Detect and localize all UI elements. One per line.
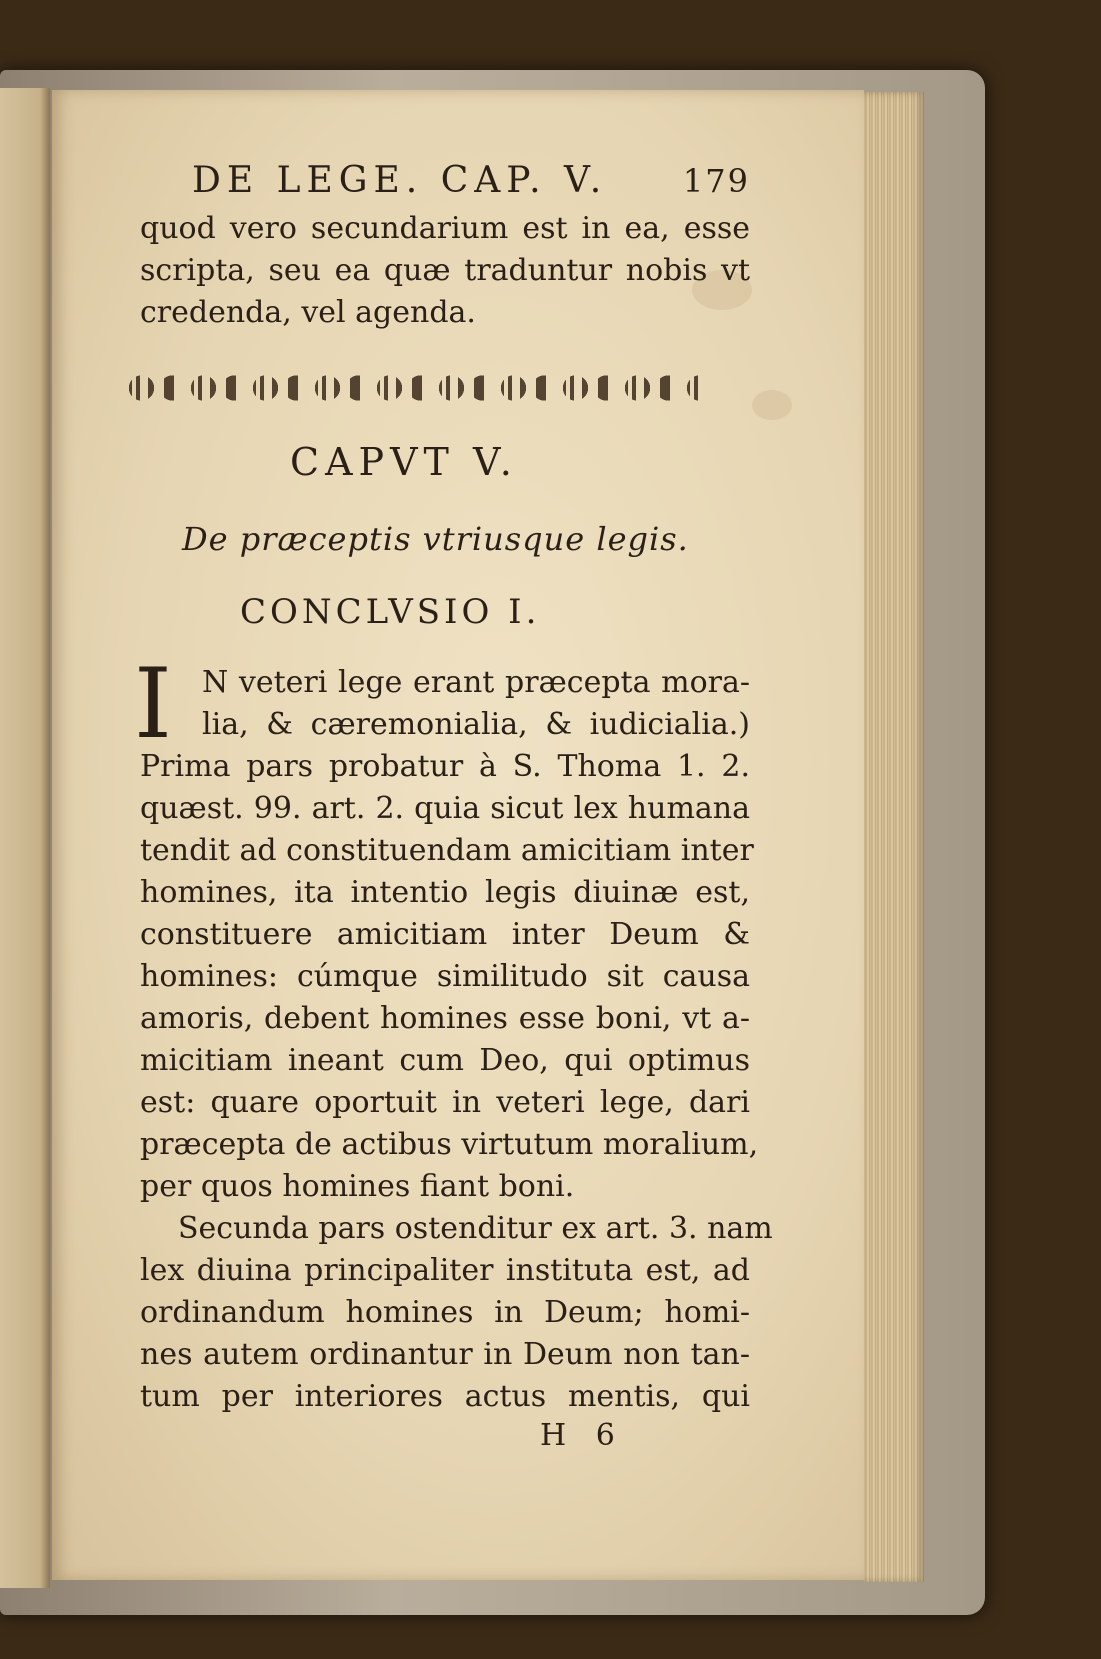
text-line: nes autem ordinantur in Deum non tan- — [140, 1337, 750, 1372]
signature-mark-text: H 6 — [540, 1418, 625, 1453]
text-line: ordinandum homines in Deum; homi- — [140, 1295, 750, 1330]
text-line: homines, ita intentio legis diuinæ est, — [140, 875, 750, 910]
page-edges — [864, 92, 924, 1582]
chapter-title: CAPVT V. — [290, 440, 518, 484]
paragraph-2 — [140, 1208, 773, 1418]
drop-cap-initial: I — [134, 648, 172, 760]
text-line: homines: cúmque similitudo sit causa — [140, 959, 750, 994]
text-line: tum per interiores actus mentis, qui — [140, 1379, 750, 1414]
text-line: quod vero secundarium est in ea, esse — [140, 211, 750, 246]
text-line: scripta, seu ea quæ traduntur nobis vt — [140, 253, 750, 288]
left-page-edge — [0, 88, 50, 1588]
text-line: lex diuina principaliter instituta est, ad — [140, 1253, 750, 1288]
intro-text — [140, 208, 750, 334]
text-line: constituere amicitiam inter Deum & — [140, 917, 750, 952]
running-head — [140, 160, 750, 208]
running-head-title: DE LEGE. CAP. V. — [192, 160, 608, 201]
page-text — [134, 160, 773, 1458]
text-line: præcepta de actibus virtutum moralium, — [140, 1127, 759, 1162]
text-line: amoris, debent homines esse boni, vt a- — [140, 1001, 750, 1036]
text-line: lia, & cæremonialia, & iudicialia.) — [202, 707, 750, 742]
text-line: tendit ad constituendam amicitiam inter — [140, 833, 754, 868]
text-line: credenda, vel agenda. — [140, 295, 476, 330]
page-number: 179 — [682, 162, 750, 200]
text-line: per quos homines fiant boni. — [140, 1169, 575, 1204]
signature-mark — [140, 1418, 750, 1458]
text-line: Secunda pars ostenditur ex art. 3. nam — [178, 1211, 773, 1246]
text-line: Prima pars probatur à S. Thoma 1. 2. — [140, 749, 750, 784]
text-line: quæst. 99. art. 2. quia sicut lex humana — [140, 791, 750, 826]
conclusion-heading: CONCLVSIO I. — [240, 592, 541, 632]
paper-stain — [752, 390, 792, 420]
text-line: N veteri lege erant præcepta mora- — [202, 665, 750, 700]
ornamental-divider — [126, 374, 706, 402]
text-line: est: quare oportuit in veteri lege, dari — [140, 1085, 750, 1120]
paragraph-1 — [134, 648, 759, 1208]
chapter-subtitle: De præceptis vtriusque legis. — [182, 520, 689, 558]
text-line: micitiam ineant cum Deo, qui optimus — [140, 1043, 750, 1078]
